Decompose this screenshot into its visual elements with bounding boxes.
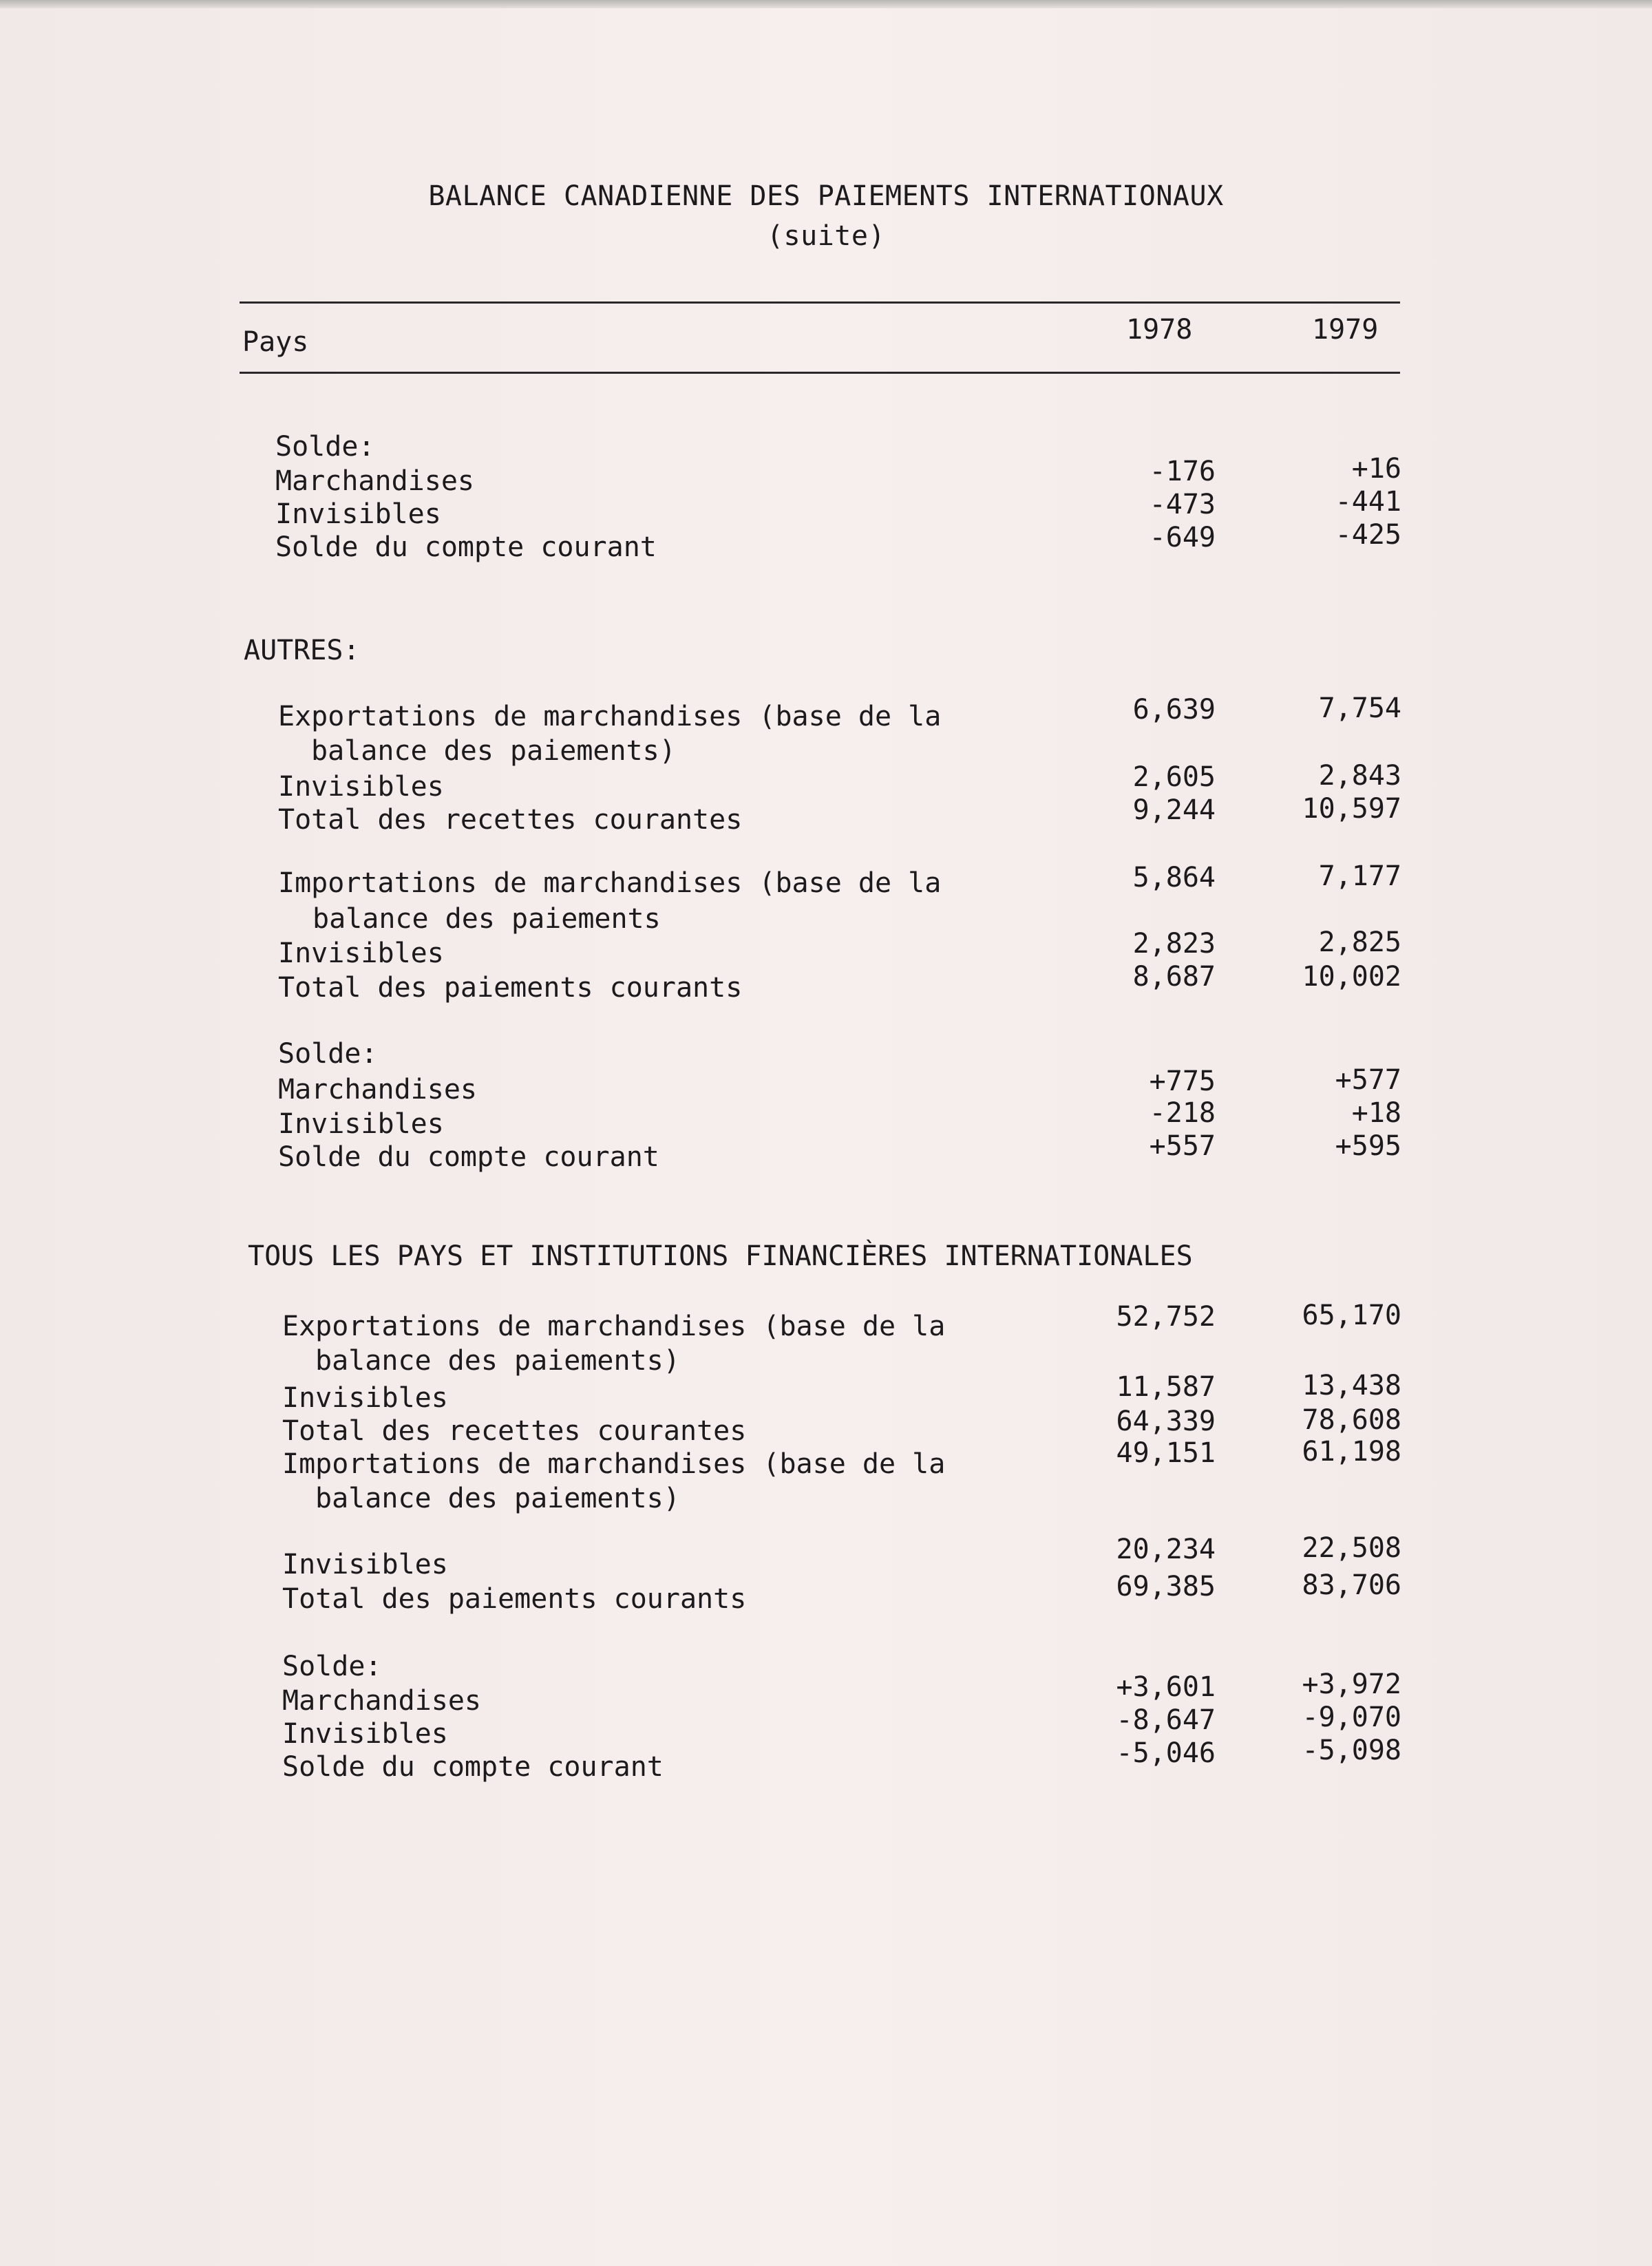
row-label: Importations de marchandises (base de la (278, 867, 942, 899)
row-label: Solde du compte courant (282, 1751, 664, 1783)
value-1978: 5,864 (1132, 862, 1216, 893)
value-1979: 13,438 (1302, 1370, 1401, 1401)
row-label: Exportations de marchandises (base de la (278, 701, 942, 732)
value-1979: -425 (1335, 519, 1401, 551)
value-1979: +595 (1335, 1130, 1401, 1162)
value-1978: +775 (1149, 1066, 1216, 1097)
row-label: Invisibles (282, 1718, 448, 1750)
row-label: Marchandises (275, 465, 474, 497)
row-label-continued: balance des paiements) (315, 1483, 680, 1514)
value-1978: 2,823 (1132, 928, 1216, 960)
value-1978: -649 (1149, 522, 1216, 553)
value-1978: -218 (1149, 1097, 1216, 1129)
value-1979: 2,843 (1318, 760, 1401, 792)
value-1978: 52,752 (1116, 1301, 1216, 1333)
value-1978: +557 (1149, 1130, 1216, 1162)
row-label-continued: balance des paiements (313, 903, 661, 935)
row-label: Invisibles (275, 498, 441, 530)
value-1979: 61,198 (1302, 1436, 1401, 1468)
value-1979: +16 (1351, 453, 1401, 485)
row-label: Importations de marchandises (base de la (282, 1448, 946, 1480)
row-label-continued: balance des paiements) (311, 735, 676, 767)
row-label: Solde du compte courant (275, 531, 657, 563)
row-label: Invisibles (278, 771, 444, 803)
value-1978: -8,647 (1116, 1704, 1216, 1736)
value-1979: 83,706 (1302, 1569, 1401, 1601)
value-1979: 78,608 (1302, 1404, 1401, 1436)
value-1978: 49,151 (1116, 1437, 1216, 1469)
value-1978: 69,385 (1116, 1571, 1216, 1602)
value-1978: 64,339 (1116, 1406, 1216, 1437)
column-header-1979: 1979 (1312, 314, 1379, 346)
row-label: Invisibles (282, 1549, 448, 1580)
row-label: Total des recettes courantes (282, 1415, 747, 1447)
row-label: Solde du compte courant (278, 1141, 659, 1173)
row-label: Total des recettes courantes (278, 804, 743, 836)
row-label-continued: balance des paiements) (315, 1345, 680, 1377)
document-subtitle: (suite) (766, 220, 886, 252)
row-label: Invisibles (278, 1108, 444, 1140)
value-1979: -5,098 (1302, 1735, 1401, 1766)
row-label: Total des paiements courants (282, 1583, 747, 1615)
value-1978: 6,639 (1132, 694, 1216, 726)
value-1979: +3,972 (1302, 1669, 1401, 1700)
column-header-1978: 1978 (1126, 314, 1193, 346)
value-1978: -176 (1149, 456, 1216, 487)
value-1979: +577 (1335, 1064, 1401, 1096)
page-top-edge (0, 0, 1652, 8)
header-top-rule (240, 301, 1400, 304)
value-1979: 22,508 (1302, 1532, 1401, 1564)
value-1978: 8,687 (1132, 961, 1216, 993)
value-1979: -9,070 (1302, 1702, 1401, 1733)
value-1979: +18 (1351, 1097, 1401, 1129)
value-1978: 9,244 (1132, 794, 1216, 826)
value-1979: 7,177 (1318, 860, 1401, 892)
header-bottom-rule (240, 372, 1400, 374)
value-1979: 10,597 (1302, 793, 1401, 825)
value-1979: -441 (1335, 486, 1401, 518)
row-label: Total des paiements courants (278, 972, 743, 1004)
value-1978: 11,587 (1116, 1371, 1216, 1403)
document-title: BALANCE CANADIENNE DES PAIEMENTS INTERNATIONAUX (428, 180, 1224, 212)
value-1978: -5,046 (1116, 1737, 1216, 1769)
solde-heading: Solde: (275, 431, 375, 463)
value-1979: 7,754 (1318, 692, 1401, 724)
value-1978: 20,234 (1116, 1534, 1216, 1565)
row-label: Marchandises (278, 1074, 477, 1105)
solde-heading: Solde: (282, 1651, 382, 1682)
value-1978: 2,605 (1132, 761, 1216, 793)
row-label: Exportations de marchandises (base de la (282, 1311, 946, 1342)
value-1979: 65,170 (1302, 1300, 1401, 1331)
section-heading-autres: AUTRES: (244, 635, 360, 666)
row-label: Invisibles (278, 938, 444, 969)
value-1979: 2,825 (1318, 926, 1401, 958)
value-1978: +3,601 (1116, 1671, 1216, 1703)
value-1979: 10,002 (1302, 961, 1401, 993)
value-1978: -473 (1149, 489, 1216, 520)
column-header-pays: Pays (242, 326, 309, 358)
section-heading-tous-les-pays: TOUS LES PAYS ET INSTITUTIONS FINANCIÈRES INTERNATIONALES (248, 1240, 1193, 1272)
row-label: Marchandises (282, 1685, 481, 1717)
solde-heading: Solde: (278, 1038, 378, 1070)
row-label: Invisibles (282, 1382, 448, 1414)
